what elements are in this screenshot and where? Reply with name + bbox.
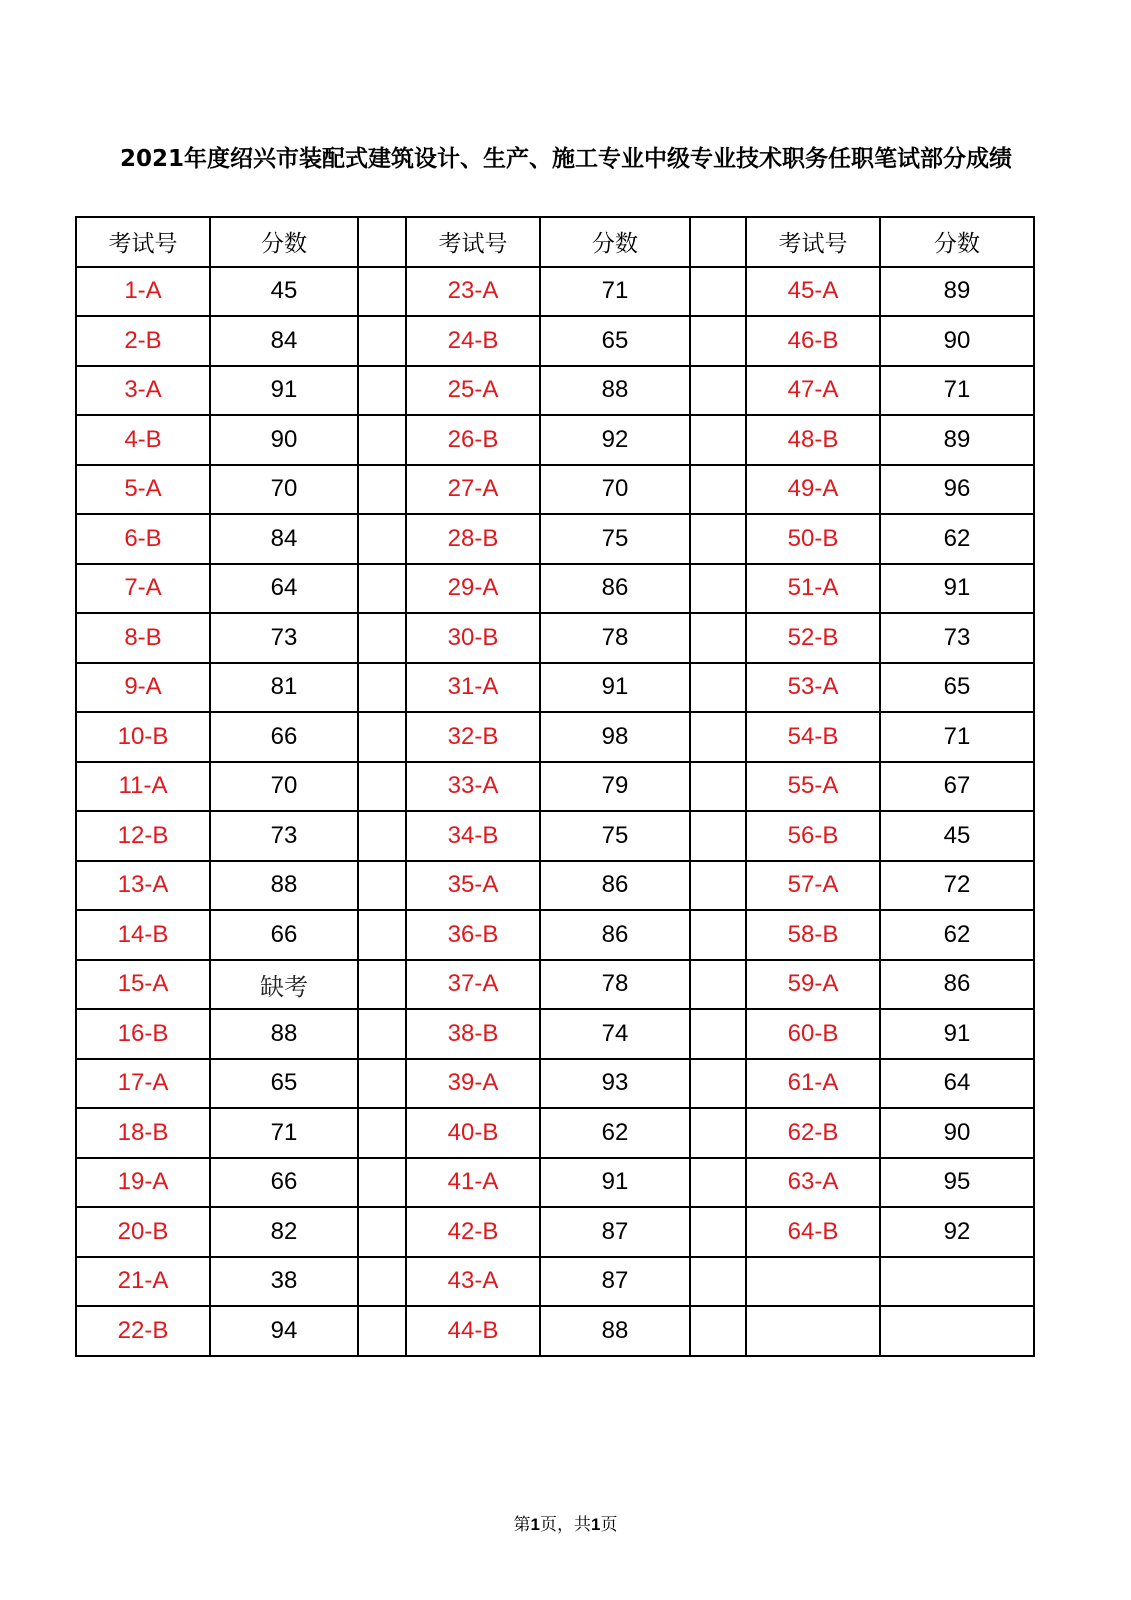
exam-number-cell: 22-B bbox=[76, 1306, 210, 1356]
exam-number-cell: 3-A bbox=[76, 366, 210, 416]
exam-number-cell: 54-B bbox=[746, 712, 880, 762]
exam-number-cell: 60-B bbox=[746, 1009, 880, 1059]
document-title: 2021年度绍兴市装配式建筑设计、生产、施工专业中级专业技术职务任职笔试部分成绩 bbox=[119, 146, 1012, 172]
spacer-cell bbox=[690, 267, 746, 317]
score-cell: 78 bbox=[540, 613, 690, 663]
exam-number-cell: 9-A bbox=[76, 663, 210, 713]
table-row bbox=[76, 514, 1034, 564]
exam-number-cell: 61-A bbox=[746, 1059, 880, 1109]
spacer-cell bbox=[358, 910, 406, 960]
exam-number-cell: 6-B bbox=[76, 514, 210, 564]
spacer-cell bbox=[690, 514, 746, 564]
score-cell bbox=[880, 1306, 1034, 1356]
score-cell: 45 bbox=[880, 811, 1034, 861]
table-row bbox=[76, 564, 1034, 614]
header-exam-number: 考试号 bbox=[406, 217, 540, 267]
score-cell: 70 bbox=[540, 465, 690, 515]
score-cell bbox=[880, 1257, 1034, 1307]
score-cell: 98 bbox=[540, 712, 690, 762]
score-cell: 71 bbox=[880, 366, 1034, 416]
score-cell: 66 bbox=[210, 712, 358, 762]
score-cell: 86 bbox=[540, 861, 690, 911]
score-cell: 86 bbox=[540, 910, 690, 960]
table-row bbox=[76, 613, 1034, 663]
exam-number-cell: 25-A bbox=[406, 366, 540, 416]
exam-number-cell: 23-A bbox=[406, 267, 540, 317]
footer-middle: 页，共 bbox=[540, 1515, 591, 1535]
spacer-cell bbox=[690, 1009, 746, 1059]
spacer-cell bbox=[358, 1158, 406, 1208]
exam-number-cell: 30-B bbox=[406, 613, 540, 663]
footer-page-number: 1 bbox=[530, 1515, 540, 1534]
exam-number-cell: 57-A bbox=[746, 861, 880, 911]
score-cell: 75 bbox=[540, 811, 690, 861]
spacer-cell bbox=[358, 861, 406, 911]
spacer-cell bbox=[358, 960, 406, 1010]
exam-number-cell: 46-B bbox=[746, 316, 880, 366]
table-row bbox=[76, 366, 1034, 416]
score-cell: 75 bbox=[540, 514, 690, 564]
exam-number-cell: 36-B bbox=[406, 910, 540, 960]
score-cell: 84 bbox=[210, 316, 358, 366]
score-cell: 92 bbox=[540, 415, 690, 465]
score-cell: 73 bbox=[210, 613, 358, 663]
spacer-cell bbox=[358, 1059, 406, 1109]
spacer-cell bbox=[690, 564, 746, 614]
exam-number-cell: 39-A bbox=[406, 1059, 540, 1109]
spacer-cell bbox=[690, 811, 746, 861]
score-cell: 91 bbox=[880, 564, 1034, 614]
exam-number-cell: 38-B bbox=[406, 1009, 540, 1059]
score-cell: 89 bbox=[880, 267, 1034, 317]
exam-number-cell: 58-B bbox=[746, 910, 880, 960]
score-cell: 64 bbox=[880, 1059, 1034, 1109]
page-footer bbox=[0, 1510, 1131, 1535]
score-cell: 73 bbox=[210, 811, 358, 861]
exam-number-cell: 31-A bbox=[406, 663, 540, 713]
score-cell: 71 bbox=[210, 1108, 358, 1158]
spacer-cell bbox=[358, 1207, 406, 1257]
score-cell: 88 bbox=[210, 861, 358, 911]
exam-number-cell: 37-A bbox=[406, 960, 540, 1010]
spacer-cell bbox=[690, 762, 746, 812]
score-cell: 90 bbox=[880, 1108, 1034, 1158]
score-cell: 65 bbox=[210, 1059, 358, 1109]
score-cell: 缺考 bbox=[210, 960, 358, 1010]
exam-number-cell: 27-A bbox=[406, 465, 540, 515]
exam-number-cell: 18-B bbox=[76, 1108, 210, 1158]
exam-number-cell: 51-A bbox=[746, 564, 880, 614]
exam-number-cell: 42-B bbox=[406, 1207, 540, 1257]
exam-number-cell: 26-B bbox=[406, 415, 540, 465]
exam-number-cell: 10-B bbox=[76, 712, 210, 762]
score-cell: 78 bbox=[540, 960, 690, 1010]
exam-number-cell: 7-A bbox=[76, 564, 210, 614]
exam-number-cell: 19-A bbox=[76, 1158, 210, 1208]
table-row bbox=[76, 267, 1034, 317]
exam-number-cell: 59-A bbox=[746, 960, 880, 1010]
spacer-cell bbox=[690, 1108, 746, 1158]
table-body bbox=[76, 267, 1034, 1356]
score-cell: 88 bbox=[540, 366, 690, 416]
score-cell: 90 bbox=[880, 316, 1034, 366]
exam-number-cell: 64-B bbox=[746, 1207, 880, 1257]
exam-number-cell: 53-A bbox=[746, 663, 880, 713]
score-cell: 96 bbox=[880, 465, 1034, 515]
spacer-cell bbox=[690, 1306, 746, 1356]
exam-number-cell: 14-B bbox=[76, 910, 210, 960]
exam-number-cell: 1-A bbox=[76, 267, 210, 317]
header-score: 分数 bbox=[880, 217, 1034, 267]
spacer-cell bbox=[690, 366, 746, 416]
exam-number-cell bbox=[746, 1257, 880, 1307]
spacer-cell bbox=[358, 267, 406, 317]
exam-number-cell: 17-A bbox=[76, 1059, 210, 1109]
score-cell: 91 bbox=[210, 366, 358, 416]
exam-number-cell: 33-A bbox=[406, 762, 540, 812]
score-cell: 90 bbox=[210, 415, 358, 465]
score-cell: 65 bbox=[880, 663, 1034, 713]
score-cell: 70 bbox=[210, 465, 358, 515]
score-cell: 74 bbox=[540, 1009, 690, 1059]
spacer-cell bbox=[358, 1306, 406, 1356]
exam-number-cell: 8-B bbox=[76, 613, 210, 663]
exam-number-cell: 11-A bbox=[76, 762, 210, 812]
exam-number-cell: 21-A bbox=[76, 1257, 210, 1307]
exam-number-cell: 34-B bbox=[406, 811, 540, 861]
score-cell: 91 bbox=[540, 1158, 690, 1208]
exam-number-cell: 50-B bbox=[746, 514, 880, 564]
spacer-cell bbox=[358, 1257, 406, 1307]
table-row bbox=[76, 415, 1034, 465]
spacer-cell bbox=[358, 564, 406, 614]
score-cell: 92 bbox=[880, 1207, 1034, 1257]
table-row bbox=[76, 1257, 1034, 1307]
table-row bbox=[76, 861, 1034, 911]
spacer-cell bbox=[690, 861, 746, 911]
score-cell: 79 bbox=[540, 762, 690, 812]
score-cell: 88 bbox=[540, 1306, 690, 1356]
score-cell: 89 bbox=[880, 415, 1034, 465]
score-cell: 38 bbox=[210, 1257, 358, 1307]
spacer-cell bbox=[358, 663, 406, 713]
spacer-cell bbox=[690, 712, 746, 762]
table-row bbox=[76, 1158, 1034, 1208]
spacer-cell bbox=[358, 712, 406, 762]
spacer-cell bbox=[690, 960, 746, 1010]
exam-number-cell: 4-B bbox=[76, 415, 210, 465]
spacer-cell bbox=[690, 1158, 746, 1208]
score-cell: 93 bbox=[540, 1059, 690, 1109]
score-cell: 71 bbox=[540, 267, 690, 317]
score-cell: 62 bbox=[880, 514, 1034, 564]
score-cell: 66 bbox=[210, 1158, 358, 1208]
exam-number-cell: 24-B bbox=[406, 316, 540, 366]
score-table bbox=[75, 216, 1035, 1357]
header-spacer-cell bbox=[690, 217, 746, 267]
score-cell: 62 bbox=[880, 910, 1034, 960]
table-row bbox=[76, 1059, 1034, 1109]
spacer-cell bbox=[690, 415, 746, 465]
header-exam-number: 考试号 bbox=[746, 217, 880, 267]
spacer-cell bbox=[690, 1059, 746, 1109]
header-spacer-cell bbox=[358, 217, 406, 267]
header-score: 分数 bbox=[540, 217, 690, 267]
table-row bbox=[76, 1207, 1034, 1257]
table-row bbox=[76, 1108, 1034, 1158]
header-exam-number: 考试号 bbox=[76, 217, 210, 267]
spacer-cell bbox=[358, 613, 406, 663]
exam-number-cell: 13-A bbox=[76, 861, 210, 911]
spacer-cell bbox=[690, 465, 746, 515]
exam-number-cell: 62-B bbox=[746, 1108, 880, 1158]
exam-number-cell: 5-A bbox=[76, 465, 210, 515]
exam-number-cell: 45-A bbox=[746, 267, 880, 317]
score-cell: 94 bbox=[210, 1306, 358, 1356]
table-row bbox=[76, 1306, 1034, 1356]
score-cell: 88 bbox=[210, 1009, 358, 1059]
spacer-cell bbox=[358, 415, 406, 465]
score-cell: 81 bbox=[210, 663, 358, 713]
score-cell: 73 bbox=[880, 613, 1034, 663]
exam-number-cell: 12-B bbox=[76, 811, 210, 861]
header-score: 分数 bbox=[210, 217, 358, 267]
table-header-row bbox=[76, 217, 1034, 267]
table-row bbox=[76, 316, 1034, 366]
score-cell: 64 bbox=[210, 564, 358, 614]
spacer-cell bbox=[690, 1257, 746, 1307]
score-cell: 72 bbox=[880, 861, 1034, 911]
exam-number-cell: 35-A bbox=[406, 861, 540, 911]
table-row bbox=[76, 465, 1034, 515]
exam-number-cell: 32-B bbox=[406, 712, 540, 762]
score-cell: 86 bbox=[880, 960, 1034, 1010]
spacer-cell bbox=[358, 316, 406, 366]
table-row bbox=[76, 960, 1034, 1010]
exam-number-cell: 28-B bbox=[406, 514, 540, 564]
table-row bbox=[76, 712, 1034, 762]
footer-total-pages: 1 bbox=[591, 1515, 601, 1534]
spacer-cell bbox=[358, 1009, 406, 1059]
exam-number-cell: 49-A bbox=[746, 465, 880, 515]
score-cell: 65 bbox=[540, 316, 690, 366]
spacer-cell bbox=[358, 762, 406, 812]
spacer-cell bbox=[358, 1108, 406, 1158]
spacer-cell bbox=[690, 663, 746, 713]
footer-suffix: 页 bbox=[600, 1515, 618, 1535]
table-row bbox=[76, 811, 1034, 861]
exam-number-cell: 20-B bbox=[76, 1207, 210, 1257]
table-row bbox=[76, 910, 1034, 960]
footer-prefix: 第 bbox=[513, 1515, 531, 1535]
exam-number-cell: 63-A bbox=[746, 1158, 880, 1208]
table-row bbox=[76, 762, 1034, 812]
score-cell: 62 bbox=[540, 1108, 690, 1158]
spacer-cell bbox=[690, 613, 746, 663]
score-cell: 82 bbox=[210, 1207, 358, 1257]
spacer-cell bbox=[358, 366, 406, 416]
spacer-cell bbox=[690, 910, 746, 960]
exam-number-cell: 41-A bbox=[406, 1158, 540, 1208]
exam-number-cell: 44-B bbox=[406, 1306, 540, 1356]
exam-number-cell: 2-B bbox=[76, 316, 210, 366]
spacer-cell bbox=[358, 514, 406, 564]
spacer-cell bbox=[358, 465, 406, 515]
spacer-cell bbox=[690, 1207, 746, 1257]
exam-number-cell: 47-A bbox=[746, 366, 880, 416]
score-cell: 91 bbox=[880, 1009, 1034, 1059]
exam-number-cell: 56-B bbox=[746, 811, 880, 861]
score-cell: 84 bbox=[210, 514, 358, 564]
score-cell: 45 bbox=[210, 267, 358, 317]
table-row bbox=[76, 663, 1034, 713]
score-cell: 71 bbox=[880, 712, 1034, 762]
exam-number-cell: 40-B bbox=[406, 1108, 540, 1158]
score-cell: 66 bbox=[210, 910, 358, 960]
score-cell: 70 bbox=[210, 762, 358, 812]
score-cell: 95 bbox=[880, 1158, 1034, 1208]
score-cell: 87 bbox=[540, 1207, 690, 1257]
exam-number-cell bbox=[746, 1306, 880, 1356]
score-cell: 86 bbox=[540, 564, 690, 614]
exam-number-cell: 29-A bbox=[406, 564, 540, 614]
spacer-cell bbox=[690, 316, 746, 366]
exam-number-cell: 52-B bbox=[746, 613, 880, 663]
exam-number-cell: 15-A bbox=[76, 960, 210, 1010]
table-row bbox=[76, 1009, 1034, 1059]
exam-number-cell: 43-A bbox=[406, 1257, 540, 1307]
spacer-cell bbox=[358, 811, 406, 861]
score-cell: 91 bbox=[540, 663, 690, 713]
exam-number-cell: 48-B bbox=[746, 415, 880, 465]
score-cell: 87 bbox=[540, 1257, 690, 1307]
score-cell: 67 bbox=[880, 762, 1034, 812]
exam-number-cell: 16-B bbox=[76, 1009, 210, 1059]
exam-number-cell: 55-A bbox=[746, 762, 880, 812]
